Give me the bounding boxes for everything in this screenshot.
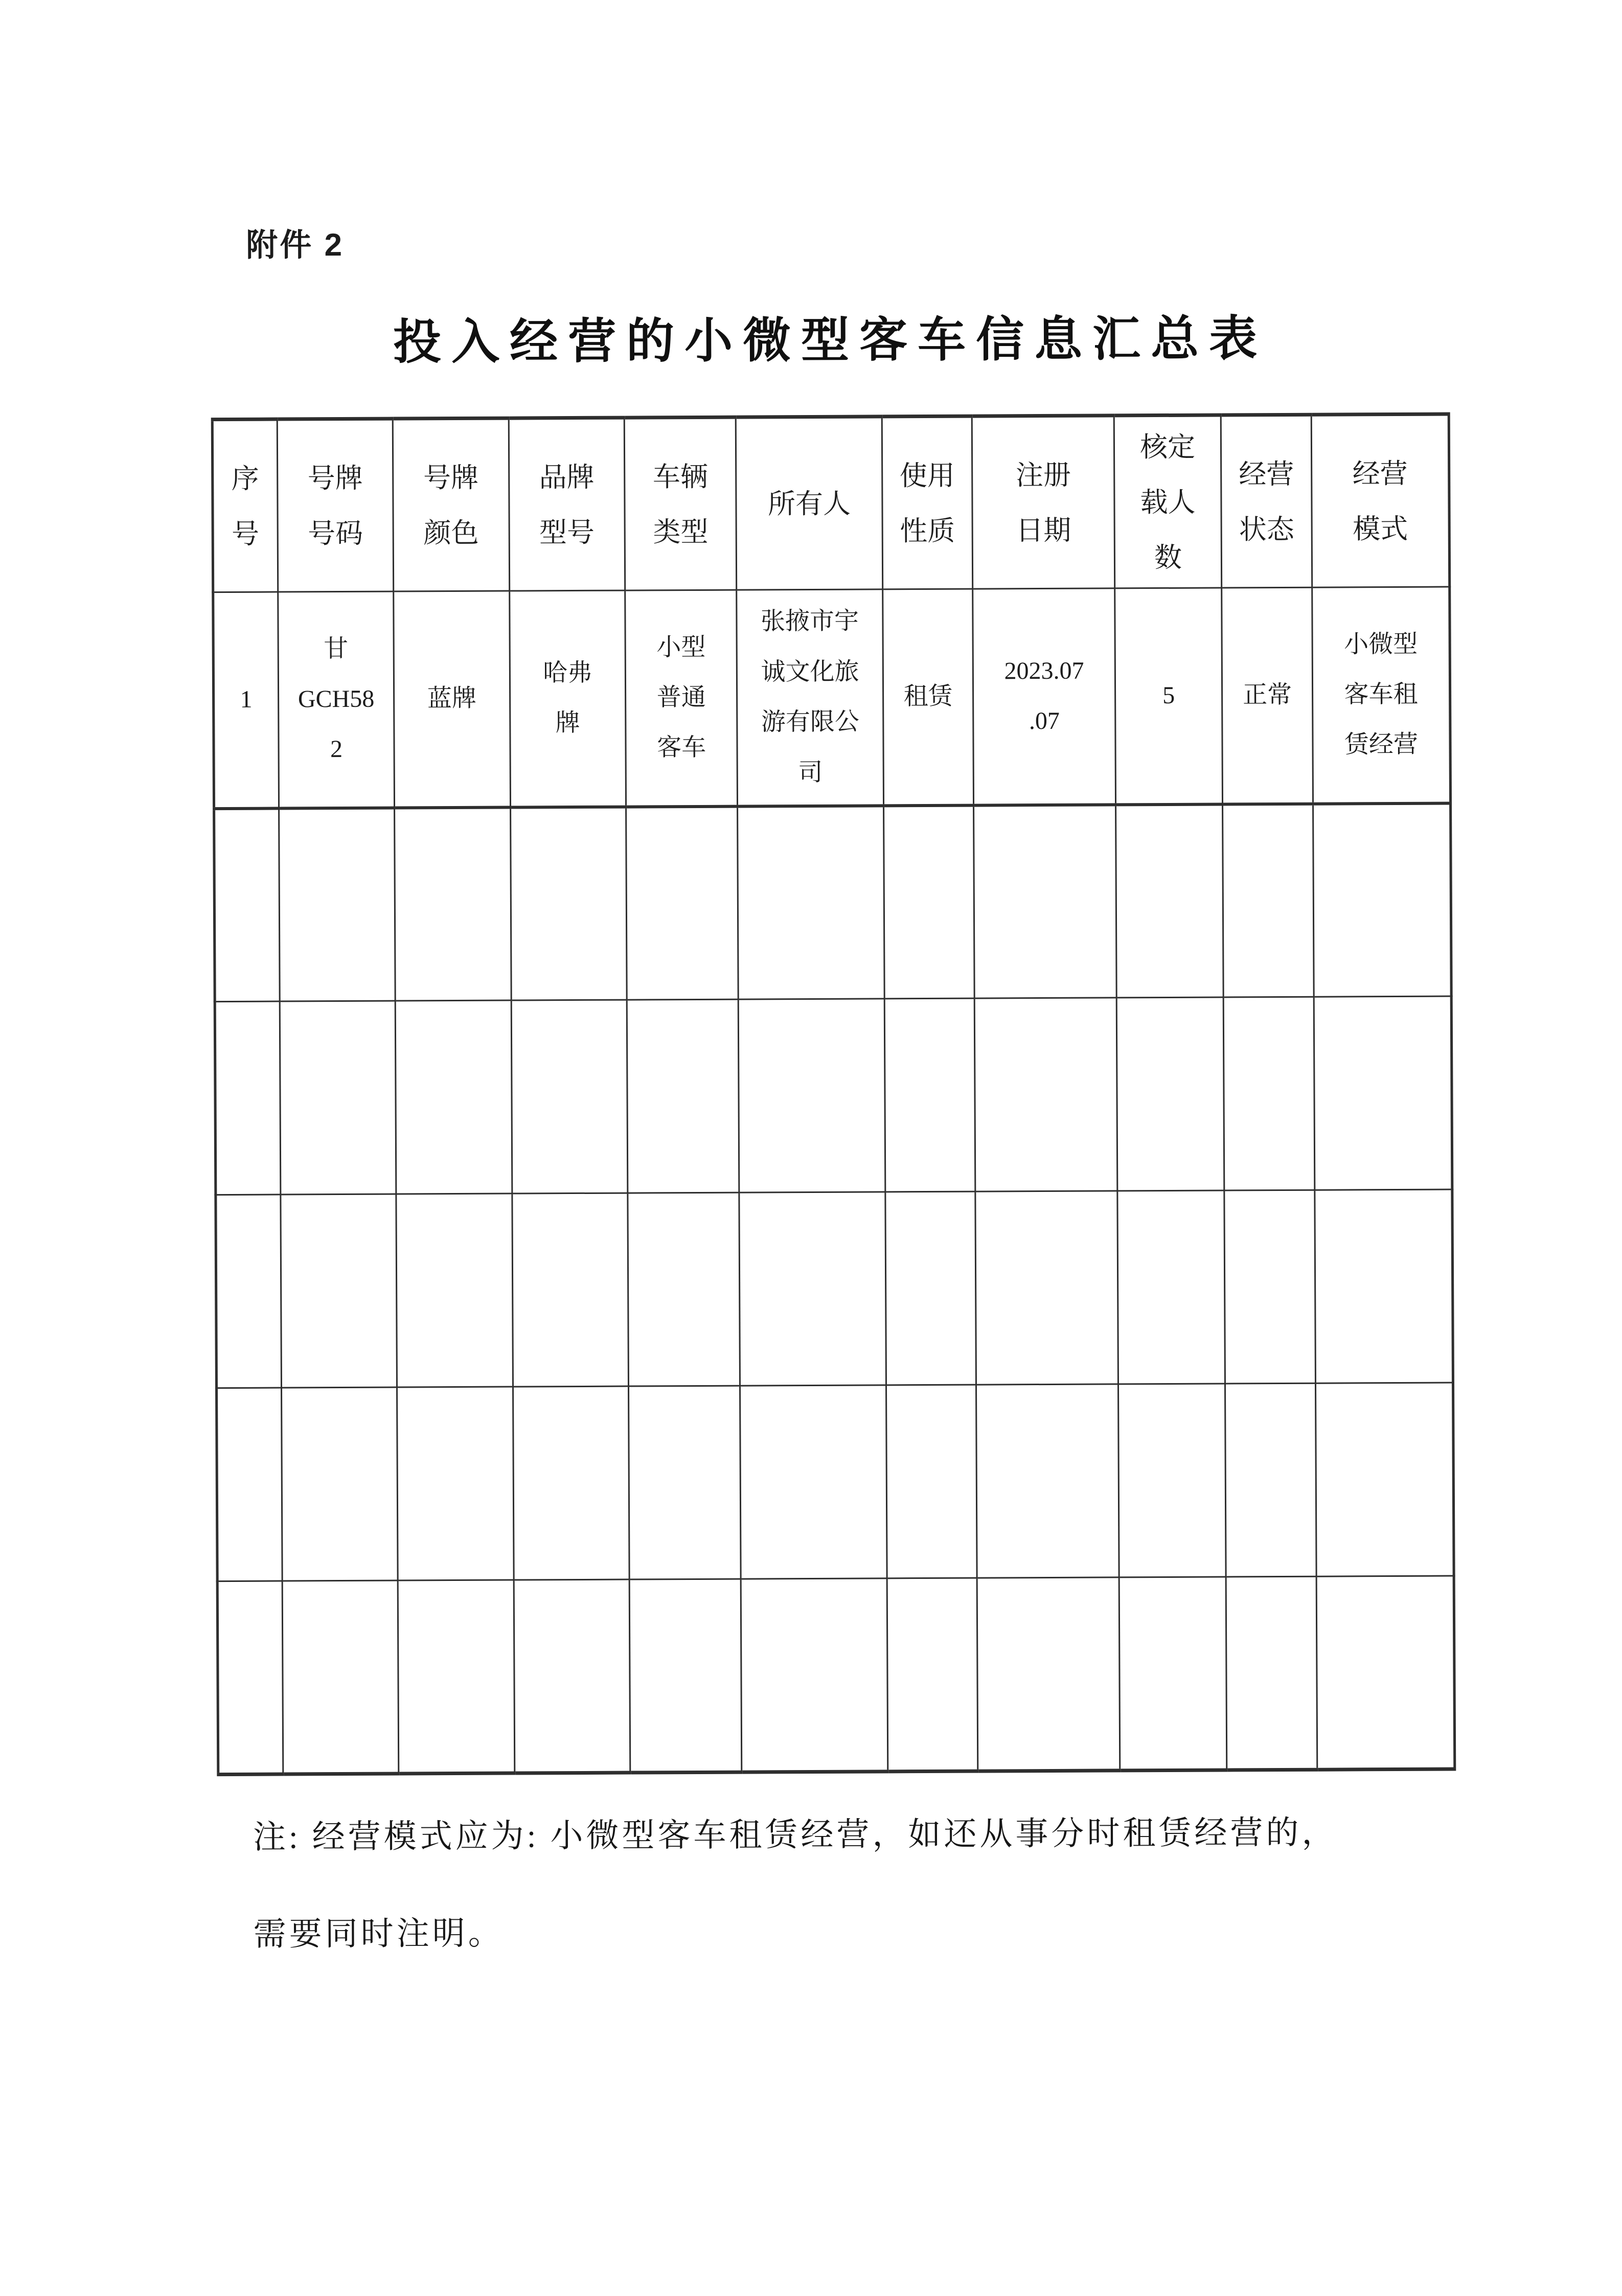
empty-cell xyxy=(975,1191,1118,1385)
empty-cell xyxy=(216,1195,281,1388)
table-row-empty xyxy=(217,1383,1454,1581)
table-row-empty xyxy=(216,1189,1453,1388)
vehicle-info-table xyxy=(211,412,1456,1777)
empty-cell xyxy=(886,1385,977,1578)
empty-cell xyxy=(398,1580,514,1774)
empty-cell xyxy=(977,1577,1120,1771)
empty-cell xyxy=(1315,1383,1454,1576)
col-header-owner: 所有人 xyxy=(736,417,883,590)
col-header-plate-number: 号牌 号码 xyxy=(277,419,394,592)
table-header-row xyxy=(212,414,1449,592)
empty-cell xyxy=(627,999,739,1193)
attachment-label: 附件 2 xyxy=(246,227,345,263)
empty-cell xyxy=(1223,803,1314,997)
cell-operation-status: 正常 xyxy=(1222,587,1313,804)
empty-cell xyxy=(396,1193,513,1387)
empty-cell xyxy=(395,1000,512,1194)
empty-cell xyxy=(217,1388,282,1581)
empty-cell xyxy=(975,998,1117,1191)
empty-cell xyxy=(510,807,627,1000)
empty-cell xyxy=(1316,1576,1455,1770)
col-header-plate-color: 号牌 颜色 xyxy=(393,418,509,591)
empty-cell xyxy=(1224,1190,1315,1384)
col-header-vehicle-type: 车辆 类型 xyxy=(624,417,737,590)
cell-approved-capacity: 5 xyxy=(1115,588,1223,805)
empty-cell xyxy=(628,1192,740,1386)
footnote: 注: 经营模式应为: 小微型客车租赁经营，如还从事分时租赁经营的， 需要同时注明。 xyxy=(253,1814,1338,1953)
empty-cell xyxy=(215,1001,280,1195)
empty-cell xyxy=(1313,803,1451,997)
empty-cell xyxy=(397,1387,514,1580)
empty-cell xyxy=(738,806,884,999)
empty-cell xyxy=(885,1191,976,1385)
empty-cell xyxy=(1314,996,1452,1190)
empty-cell xyxy=(514,1579,630,1773)
empty-cell xyxy=(511,1000,628,1193)
table-row-empty xyxy=(217,1576,1455,1775)
col-header-registration-date: 注册 日期 xyxy=(972,416,1115,589)
empty-cell xyxy=(1315,1189,1453,1383)
empty-cell xyxy=(887,1578,978,1772)
empty-cell xyxy=(1116,997,1224,1191)
empty-cell xyxy=(1226,1576,1317,1770)
cell-index: 1 xyxy=(213,592,279,809)
empty-cell xyxy=(740,1385,887,1579)
empty-cell xyxy=(626,806,739,1000)
empty-cell xyxy=(1118,1384,1226,1577)
empty-cell xyxy=(739,999,885,1192)
cell-owner: 张掖市宇 诚文化旅 游有限公 司 xyxy=(737,589,883,806)
col-header-index: 序 号 xyxy=(212,419,278,592)
empty-cell xyxy=(279,808,395,1001)
empty-cell xyxy=(629,1579,742,1773)
page-title: 投入经营的小微型客车信息汇总表 xyxy=(393,312,1268,370)
empty-cell xyxy=(217,1581,283,1775)
empty-cell xyxy=(739,1192,886,1386)
empty-cell xyxy=(1119,1577,1227,1771)
empty-cell xyxy=(282,1580,399,1774)
empty-cell xyxy=(280,1001,396,1195)
cell-usage-nature: 租赁 xyxy=(883,589,974,806)
cell-registration-date: 2023.07 .07 xyxy=(973,588,1115,805)
empty-cell xyxy=(512,1193,628,1387)
empty-cell xyxy=(884,998,975,1192)
empty-cell xyxy=(281,1194,397,1388)
empty-cell xyxy=(1225,1383,1316,1577)
table-row-empty xyxy=(214,803,1452,1002)
empty-cell xyxy=(976,1384,1119,1578)
empty-cell xyxy=(974,805,1116,998)
empty-cell xyxy=(281,1387,398,1581)
col-header-brand-model: 品牌 型号 xyxy=(509,418,625,591)
col-header-usage-nature: 使用 性质 xyxy=(882,416,973,589)
table-row-empty xyxy=(215,996,1452,1195)
empty-cell xyxy=(883,805,974,999)
table-row xyxy=(213,587,1451,809)
empty-cell xyxy=(395,807,511,1001)
cell-operation-mode: 小微型 客车租 赁经营 xyxy=(1312,587,1451,803)
cell-plate-color: 蓝牌 xyxy=(394,591,510,808)
cell-vehicle-type: 小型 普通 客车 xyxy=(625,590,738,807)
empty-cell xyxy=(513,1386,629,1580)
empty-cell xyxy=(1115,804,1223,998)
empty-cell xyxy=(628,1386,741,1579)
cell-plate-number: 甘 GCH58 2 xyxy=(278,591,394,808)
col-header-operation-mode: 经营 模式 xyxy=(1311,414,1450,587)
empty-cell xyxy=(1117,1190,1225,1384)
cell-brand-model: 哈弗 牌 xyxy=(509,590,626,807)
col-header-approved-capacity: 核定 载人 数 xyxy=(1114,415,1222,588)
empty-cell xyxy=(1224,997,1315,1190)
empty-cell xyxy=(214,808,280,1002)
empty-cell xyxy=(741,1578,888,1772)
col-header-operation-status: 经营 状态 xyxy=(1221,415,1312,588)
